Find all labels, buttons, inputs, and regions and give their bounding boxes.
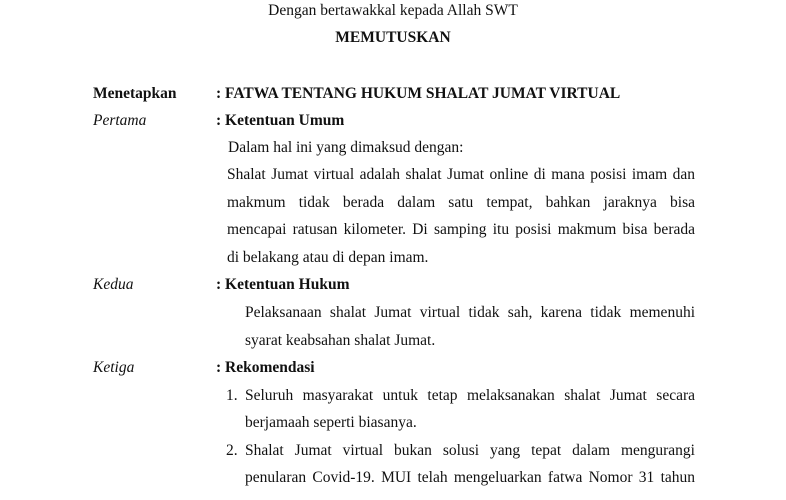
- ketentuan-umum-heading: : Ketentuan Umum: [216, 112, 345, 129]
- ketentuan-hukum-heading: : Ketentuan Hukum: [216, 276, 350, 293]
- definition-intro: Dalam hal ini yang dimaksud dengan:: [228, 139, 464, 156]
- kedua-label: Kedua: [93, 276, 134, 293]
- list-item-line: berjamaah seperti biasanya.: [245, 414, 417, 431]
- list-item-line: Shalat Jumat virtual bukan solusi yang tepat dalam mengurangi: [245, 442, 695, 459]
- decision-heading: MEMUTUSKAN: [335, 29, 451, 46]
- rekomendasi-heading: : Rekomendasi: [216, 359, 315, 376]
- pertama-label: Pertama: [93, 112, 147, 129]
- opening-line: Dengan bertawakkal kepada Allah SWT: [268, 2, 518, 19]
- ruling-line: Pelaksanaan shalat Jumat virtual tidak sah, karena tidak memenuhi: [245, 304, 695, 321]
- ketiga-label: Ketiga: [93, 359, 135, 376]
- definition-line: mencapai ratusan kilometer. Di samping itu posisi makmum bisa berada: [227, 221, 695, 238]
- definition-line: Shalat Jumat virtual adalah shalat Jumat online di mana posisi imam dan: [227, 166, 695, 183]
- fatwa-title: : FATWA TENTANG HUKUM SHALAT JUMAT VIRTUAL: [216, 85, 621, 102]
- definition-line: makmum tidak berada dalam satu tempat, bahkan jaraknya bisa: [227, 194, 695, 211]
- list-number: 2.: [226, 442, 238, 459]
- list-item-line: penularan Covid-19. MUI telah mengeluarkan fatwa Nomor 31 tahun: [245, 469, 695, 486]
- definition-line: di belakang atau di depan imam.: [227, 249, 429, 266]
- list-number: 1.: [226, 387, 238, 404]
- menetapkan-label: Menetapkan: [93, 85, 177, 102]
- list-item-line: Seluruh masyarakat untuk tetap melaksanakan shalat Jumat secara: [245, 387, 695, 404]
- ruling-line: syarat keabsahan shalat Jumat.: [245, 332, 436, 349]
